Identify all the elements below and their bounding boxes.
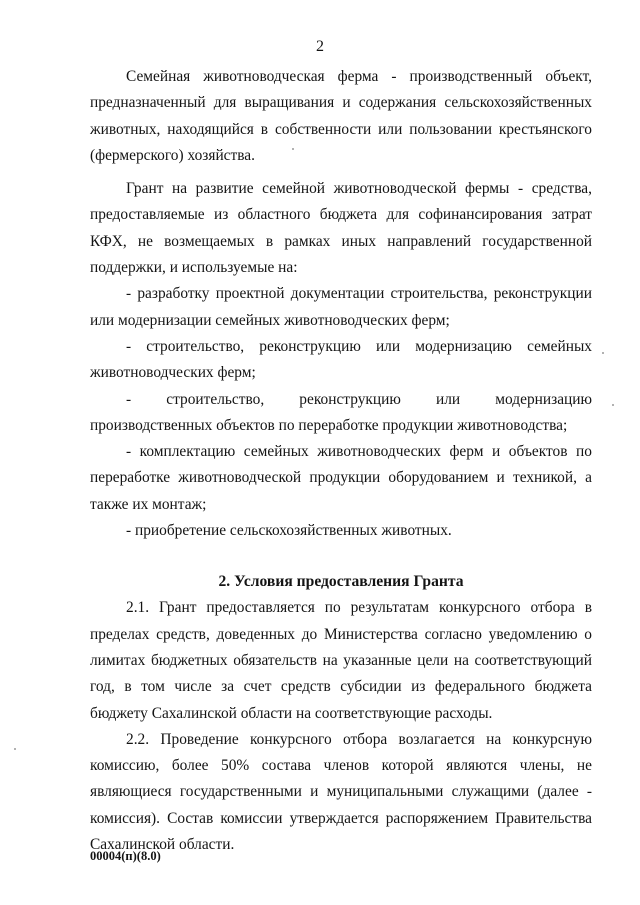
scan-speck [292, 148, 294, 150]
section-heading: 2. Условия предоставления Гранта [218, 573, 464, 591]
paragraph-2-2: 2.2. Проведение конкурсного отбора возлагается на конкурсную комиссию, более 50% состава членов которой являются члены, не являющиеся государственными и муниципальными служащими (далее - комиссия). Состав комиссии утверждается распоряжением Правительства Сахалинской области. [90, 730, 592, 854]
list-item-design-docs: - разработку проектной документации строительства, реконструкции или модернизации семейных животноводческих ферм; [90, 285, 592, 329]
scan-speck [612, 404, 614, 406]
paragraph-2-1: 2.1. Грант предоставляется по результатам конкурсного отбора в пределах средств, доведенных до Министерства согласно уведомлению о лимитах бюджетных обязательств на указанные цели на соответствующий год, в том числе за счет средств субсидии из федерального бюджета бюджету Сахалинской области на соответствующие расходы. [90, 599, 592, 722]
paragraph-grant-definition: Грант на развитие семейной животноводческой фермы - средства, предоставляемые из областного бюджета для софинансирования затрат КФХ, не возмещаемых в рамках иных направлений государственной поддержки, и используемые на: [90, 180, 592, 277]
list-item-animals: - приобретение сельскохозяйственных животных. [126, 522, 452, 540]
list-item-construction-farms: - строительство, реконструкцию или модернизацию семейных животноводческих ферм; [90, 337, 592, 382]
list-item-equipment: - комплектацию семейных животноводческих ферм и объектов по переработке животноводческой продукции оборудованием и техникой, а также их монтаж; [90, 443, 592, 513]
scan-speck [602, 352, 604, 354]
scan-speck [14, 748, 16, 750]
page-number: 2 [316, 38, 324, 55]
document-body [90, 64, 592, 858]
document-code: 00004(п)(8.0) [90, 849, 161, 863]
list-item-construction-processing: - строительство, реконструкцию или модернизацию производственных объектов по переработке продукции животноводства; [90, 390, 592, 434]
paragraph-farm-definition: Семейная животноводческая ферма - производственный объект, предназначенный для выращивания и содержания сельскохозяйственных животных, находящийся в собственности или пользовании крестьянского (фермерского) хозяйства. [90, 68, 592, 164]
